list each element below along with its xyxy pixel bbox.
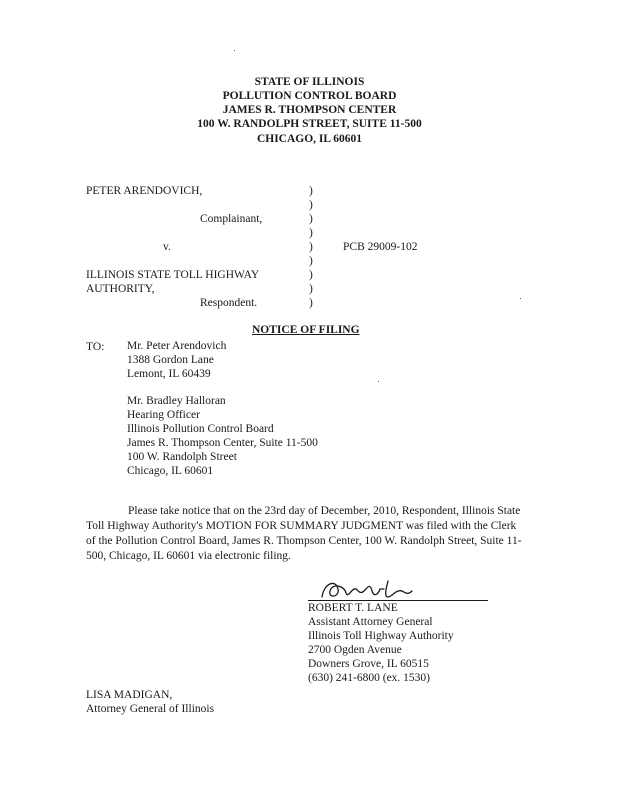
header-line: POLLUTION CONTROL BOARD <box>222 90 397 102</box>
address-line: Mr. Peter Arendovich <box>127 340 227 352</box>
signer-phone: (630) 241-6800 (ex. 1530) <box>308 672 431 684</box>
address-line: Illinois Pollution Control Board <box>127 423 274 435</box>
scan-speck <box>378 381 379 382</box>
versus-label: v. <box>163 241 171 253</box>
case-number: PCB 29009-102 <box>343 241 418 253</box>
address-line: Lemont, IL 60439 <box>127 368 211 380</box>
caption-paren: ) <box>309 283 313 295</box>
notice-title: NOTICE OF FILING <box>252 324 360 336</box>
complainant-label: Complainant, <box>200 213 263 225</box>
caption-paren: ) <box>309 297 313 309</box>
header-line: CHICAGO, IL 60601 <box>256 133 363 145</box>
address-line: Hearing Officer <box>127 409 200 421</box>
address-line: 100 W. Randolph Street <box>127 451 237 463</box>
scan-speck <box>520 298 521 299</box>
complainant-name: PETER ARENDOVICH, <box>86 185 203 197</box>
respondent-name: ILLINOIS STATE TOLL HIGHWAY <box>86 269 260 281</box>
address-line: Chicago, IL 60601 <box>127 465 214 477</box>
caption-paren: ) <box>309 241 313 253</box>
caption-paren: ) <box>309 255 313 267</box>
scan-speck <box>234 50 235 51</box>
respondent-name-cont: AUTHORITY, <box>86 283 155 295</box>
signer-agency: Illinois Toll Highway Authority <box>308 630 454 642</box>
signer-address-line: Downers Grove, IL 60515 <box>308 658 429 670</box>
attorney-general-name: LISA MADIGAN, <box>86 689 173 701</box>
caption-paren: ) <box>309 199 313 211</box>
respondent-label: Respondent. <box>200 297 258 309</box>
caption-paren: ) <box>309 269 313 281</box>
address-line: Mr. Bradley Halloran <box>127 395 226 407</box>
header-line: JAMES R. THOMPSON CENTER <box>222 104 397 116</box>
caption-paren: ) <box>309 185 313 197</box>
signer-title: Assistant Attorney General <box>308 616 433 628</box>
header-line: STATE OF ILLINOIS <box>254 76 365 88</box>
to-label: TO: <box>86 341 105 353</box>
attorney-general-title: Attorney General of Illinois <box>86 703 215 715</box>
address-line: 1388 Gordon Lane <box>127 354 214 366</box>
notice-body-paragraph: Please take notice that on the 23rd day of December, 2010, Respondent, Illinois State Toll Highway Authority's MOTION FOR SUMMARY JUDGMENT was filed with the Clerk of the Pollution Control Board, James R. Thompson Center, 100 W. Randolph Street, Suite 11-500, Chicago, IL 60601 via electronic filing. <box>86 505 522 562</box>
header-line: 100 W. RANDOLPH STREET, SUITE 11-500 <box>197 118 422 130</box>
caption-paren: ) <box>309 227 313 239</box>
address-line: James R. Thompson Center, Suite 11-500 <box>127 437 318 449</box>
signer-name: ROBERT T. LANE <box>308 602 398 614</box>
signer-address-line: 2700 Ogden Avenue <box>308 644 402 656</box>
caption-paren: ) <box>309 213 313 225</box>
